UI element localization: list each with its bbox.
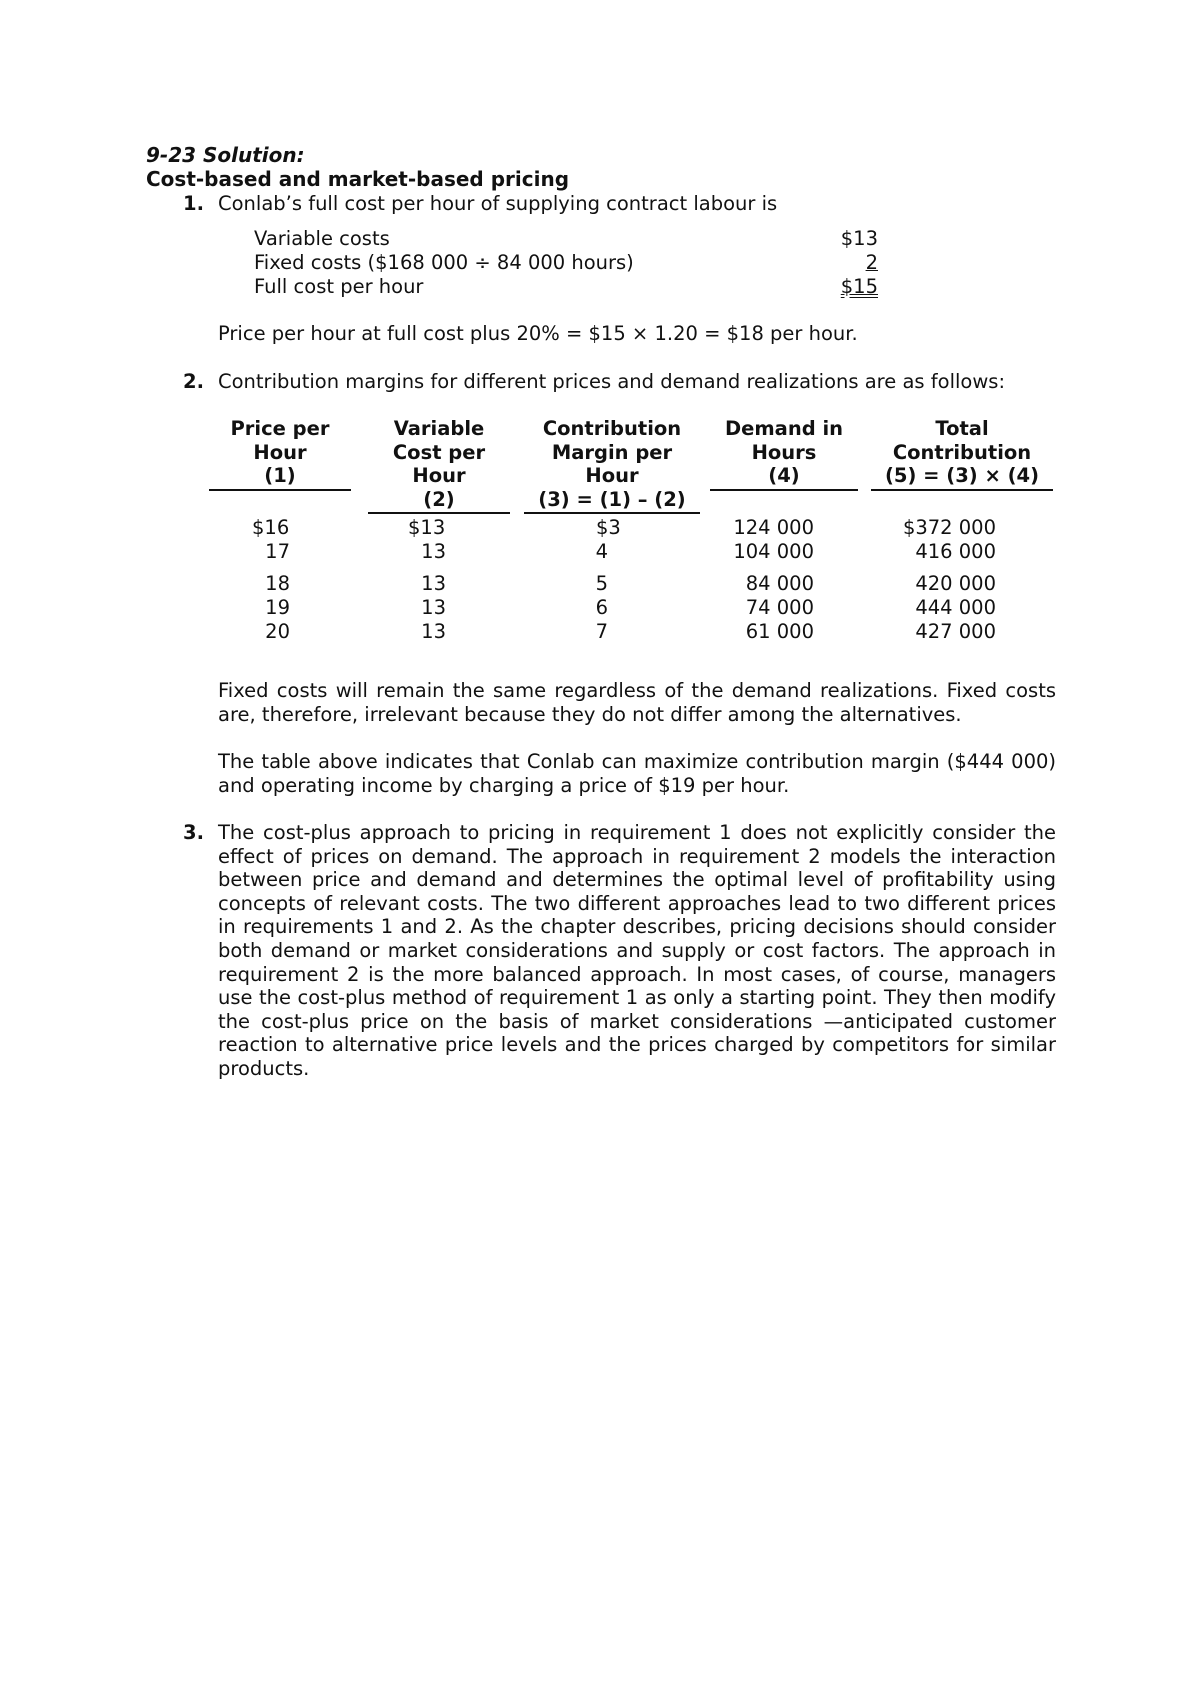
header-line: Hour <box>585 464 639 487</box>
cost-amount: $15 <box>840 275 878 298</box>
table-cell-variable: 13 <box>421 596 446 619</box>
header-line: Margin per <box>551 440 673 464</box>
col-header-total-contribution <box>871 417 1053 488</box>
header-line: Demand in <box>724 417 844 440</box>
table-cell-variable: 13 <box>421 540 446 563</box>
header-line: (1) <box>264 464 296 487</box>
cost-label: Fixed costs ($168 000 ÷ 84 000 hours) <box>254 251 634 274</box>
header-line: Cost per <box>392 440 486 464</box>
table-cell-margin: 5 <box>595 572 608 595</box>
cost-row-full <box>254 275 878 299</box>
table-cell-price: 17 <box>265 540 290 563</box>
header-line: Hour <box>412 464 466 487</box>
table-cell-total: 444 000 <box>915 596 996 619</box>
table-cell-price: 18 <box>265 572 290 595</box>
cost-amount: 2 <box>865 251 878 274</box>
header-line: (4) <box>768 464 800 487</box>
table-cell-demand: 61 000 <box>745 620 814 643</box>
table-cell-variable: 13 <box>421 572 446 595</box>
cost-row-fixed <box>254 251 878 275</box>
cost-label: Variable costs <box>254 227 390 250</box>
table-cell-margin: 4 <box>595 540 608 563</box>
header-line: Variable <box>393 417 485 440</box>
req2-paragraph-conclusion: The table above indicates that Conlab can maximize contribution margin ($444 000) and operating income by charging a price of $19 per hour. <box>218 750 1056 797</box>
col-header-price <box>209 417 351 488</box>
table-cell-demand: 124 000 <box>733 516 814 539</box>
header-line: Contribution <box>892 440 1032 464</box>
solution-title: 9-23 Solution: <box>146 143 305 167</box>
header-rule <box>524 512 700 514</box>
table-cell-total: 416 000 <box>915 540 996 563</box>
col-header-contribution-margin <box>524 417 700 511</box>
req1-intro: Conlab’s full cost per hour of supplying contract labour is <box>218 192 778 215</box>
table-cell-price: 20 <box>265 620 290 643</box>
header-line: (2) <box>423 487 455 511</box>
table-cell-variable: $13 <box>408 516 446 539</box>
cost-amount: $13 <box>840 227 878 250</box>
req2-number: 2. <box>183 370 204 393</box>
header-line: Hour <box>253 440 307 464</box>
cost-label: Full cost per hour <box>254 275 424 298</box>
table-cell-total: 427 000 <box>915 620 996 643</box>
table-cell-demand: 74 000 <box>745 596 814 619</box>
header-line: (3) = (1) – (2) <box>538 487 686 511</box>
col-header-demand <box>710 417 858 488</box>
cost-row-variable <box>254 227 878 251</box>
req1-number: 1. <box>183 192 204 215</box>
header-line: Hours <box>751 440 817 464</box>
table-cell-price: 19 <box>265 596 290 619</box>
header-line: Contribution <box>542 417 682 440</box>
header-line: (5) = (3) × (4) <box>884 464 1039 487</box>
req2-intro: Contribution margins for different prices and demand realizations are as follows: <box>218 370 1006 393</box>
table-cell-margin: 7 <box>595 620 608 643</box>
table-cell-demand: 104 000 <box>733 540 814 563</box>
header-rule <box>209 489 351 491</box>
table-cell-demand: 84 000 <box>745 572 814 595</box>
header-line: Price per <box>230 417 330 440</box>
req1-price-line: Price per hour at full cost plus 20% = $15 × 1.20 = $18 per hour. <box>218 322 858 345</box>
col-header-variable-cost <box>368 417 510 511</box>
topic-title: Cost-based and market-based pricing <box>146 167 570 191</box>
req3-paragraph: The cost-plus approach to pricing in requirement 1 does not explicitly consider the effect of prices on demand. The approach in requirement 2 models the interaction between price and demand and determines the optimal level of profitability using concepts of relevant costs. The two different approaches lead to two different prices in requirements 1 and 2. As the chapter describes, pricing decisions should consider both demand or market considerations and supply or cost factors. The approach in requirement 2 is the more balanced approach. In most cases, of course, managers use the cost-plus method of requirement 1 as only a starting point. They then modify the cost-plus price on the basis of market considerations —anticipated customer reaction to alternative price levels and the prices charged by competitors for similar products. <box>218 821 1056 1080</box>
table-cell-price: $16 <box>252 516 290 539</box>
req2-paragraph-fixed-costs: Fixed costs will remain the same regardless of the demand realizations. Fixed costs are, therefore, irrelevant because they do not differ among the alternatives. <box>218 679 1056 726</box>
header-rule <box>871 489 1053 491</box>
table-cell-margin: $3 <box>596 516 621 539</box>
header-line: Total <box>935 417 989 440</box>
table-cell-variable: 13 <box>421 620 446 643</box>
header-rule <box>710 489 858 491</box>
table-cell-total: $372 000 <box>902 516 996 539</box>
header-rule <box>368 512 510 514</box>
table-cell-total: 420 000 <box>915 572 996 595</box>
req3-number: 3. <box>183 821 204 844</box>
table-cell-margin: 6 <box>595 596 608 619</box>
